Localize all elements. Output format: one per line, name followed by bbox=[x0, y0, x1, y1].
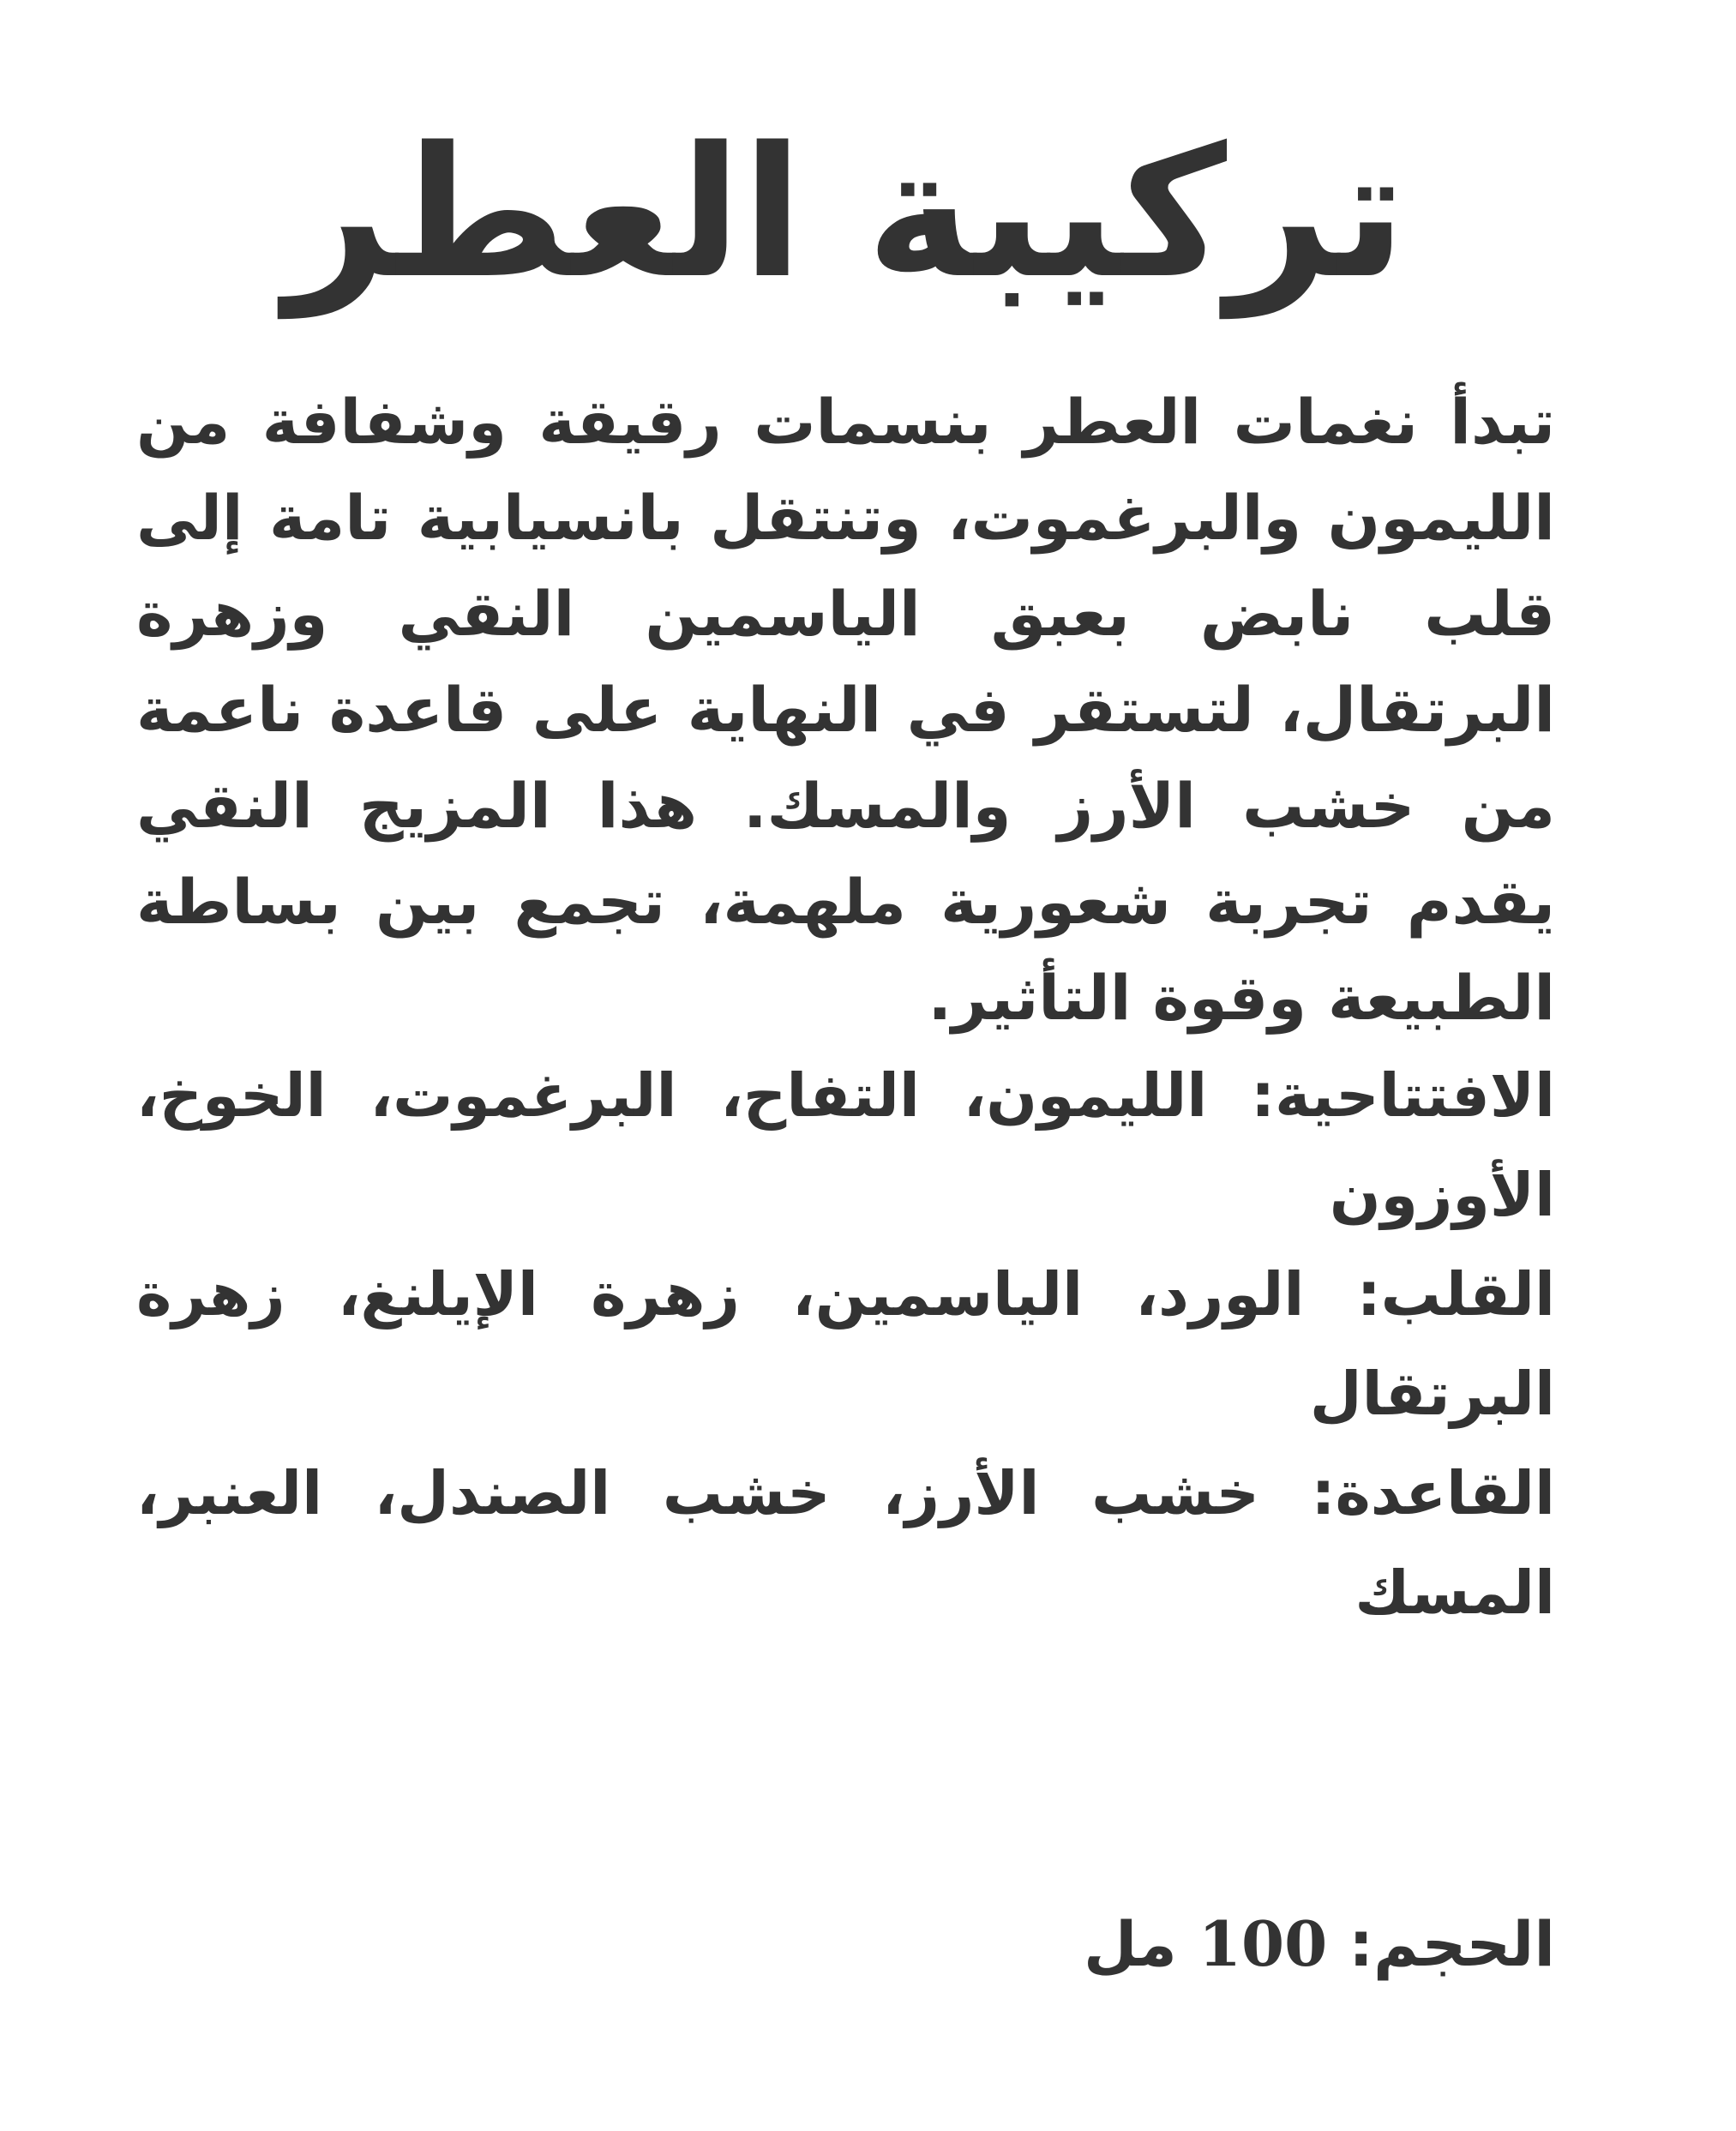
heart-notes-item bbox=[136, 1245, 1555, 1444]
heart-notes-label: القلب: bbox=[1356, 1259, 1556, 1330]
page-title: تركيبة العطر bbox=[285, 108, 1407, 318]
top-notes-value: الليمون، التفاح، البرغموت، الخوخ، الأوزون bbox=[136, 1060, 1555, 1230]
base-notes-value: خشب الأرز، خشب الصندل، العنبر، المسك bbox=[136, 1458, 1555, 1628]
volume-unit: مل bbox=[1083, 1908, 1177, 1980]
top-notes-label: الافتتاحية: bbox=[1251, 1060, 1555, 1131]
base-notes-item bbox=[136, 1444, 1555, 1642]
volume-value: 100 bbox=[1198, 1907, 1328, 1980]
top-notes-item bbox=[136, 1046, 1555, 1245]
volume-label: الحجم: bbox=[1349, 1908, 1555, 1980]
fragrance-notes-list bbox=[136, 1046, 1555, 1642]
description-paragraph: تبدأ نغمات العطر بنسمات رقيقة وشفافة من الليمون والبرغموت، وتنتقل بانسيابية تامة إلى قلب نابض بعبق الياسمين النقي وزهرة البرتقال، لتستقر في النهاية على قاعدة ناعمة من خشب الأرز والمسك. هذا المزيج النقي يقدم تجربة شعورية ملهمة، تجمع بين بساطة الطبيعة وقوة التأثير. bbox=[136, 386, 1555, 1034]
base-notes-label: القاعدة: bbox=[1311, 1458, 1555, 1528]
volume-line bbox=[1084, 1894, 1555, 1994]
heart-notes-value: الورد، الياسمين، زهرة الإيلنغ، زهرة البرتقال bbox=[136, 1259, 1555, 1429]
